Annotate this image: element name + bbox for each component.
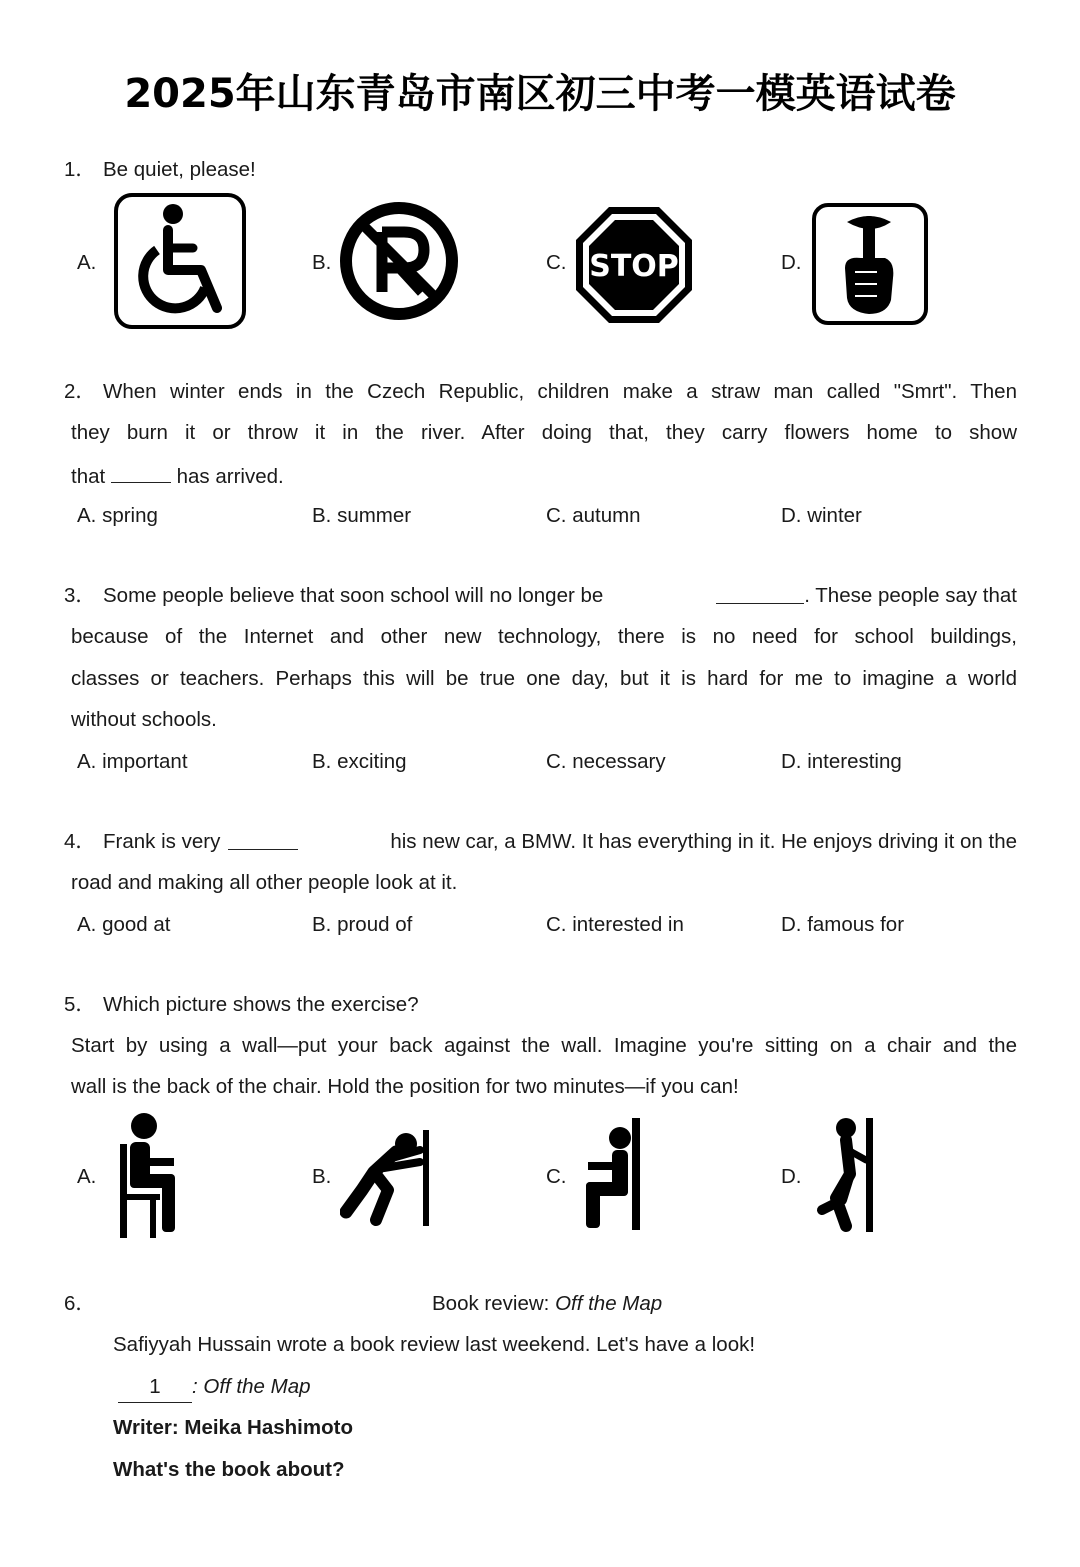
- q1-option-b-label[interactable]: B.: [312, 251, 332, 274]
- q1-option-d-label[interactable]: D.: [781, 251, 802, 274]
- q2-option-d[interactable]: D. winter: [781, 504, 862, 527]
- q6-heading-title: Off the Map: [555, 1292, 663, 1315]
- q1-option-a-label[interactable]: A.: [77, 251, 97, 274]
- q3-option-a[interactable]: A. important: [77, 750, 188, 773]
- q2-answer-blank[interactable]: [111, 460, 171, 483]
- q6-answer-blank-1[interactable]: 1: [118, 1372, 192, 1403]
- q2-number: 2．: [64, 380, 96, 403]
- q1-stem: Be quiet, please!: [103, 158, 256, 181]
- q6-intro: Safiyyah Hussain wrote a book review last weekend. Let's have a look!: [113, 1333, 756, 1356]
- quiet-finger-lips-icon[interactable]: [811, 202, 929, 326]
- no-parking-icon[interactable]: [338, 200, 460, 322]
- q3-line-4: without schools.: [71, 708, 217, 731]
- q3-line-1-pre: Some people believe that soon school will no longer be: [103, 584, 604, 607]
- q4-option-d[interactable]: D. famous for: [781, 913, 905, 936]
- q2-option-a[interactable]: A. spring: [77, 504, 158, 527]
- q2-line-1: When winter ends in the Czech Republic, children make a straw man called "Smrt". Then: [103, 380, 1017, 403]
- person-sitting-chair-icon[interactable]: [112, 1110, 182, 1242]
- q3-option-d[interactable]: D. interesting: [781, 750, 902, 773]
- person-pushing-wall-icon[interactable]: [340, 1128, 432, 1228]
- q3-answer-blank[interactable]: [716, 581, 804, 604]
- q5-option-c-label[interactable]: C.: [546, 1165, 567, 1188]
- q6-blank-after: : Off the Map: [192, 1375, 311, 1398]
- q4-answer-blank[interactable]: [228, 827, 298, 850]
- q2-line-3-pre: that: [71, 465, 106, 488]
- q5-line-1: Start by using a wall—put your back against the wall. Imagine you're sitting on a chair and the: [71, 1034, 1017, 1057]
- q3-option-b[interactable]: B. exciting: [312, 750, 407, 773]
- page-title: 2025年山东青岛市南区初三中考一模英语试卷: [124, 71, 956, 117]
- q3-line-3: classes or teachers. Perhaps this will be true one day, but it is hard for me to imagine a world: [71, 667, 1017, 690]
- q6-heading-pre: Book review:: [432, 1292, 556, 1315]
- q5-line-2: wall is the back of the chair. Hold the position for two minutes—if you can!: [71, 1075, 739, 1098]
- q2-option-b[interactable]: B. summer: [312, 504, 412, 527]
- q4-line-1: [103, 827, 1017, 857]
- q4-number: 4．: [64, 830, 96, 853]
- q3-number: 3．: [64, 584, 96, 607]
- q6-blank-line: [118, 1372, 311, 1403]
- q6-about-heading: What's the book about?: [113, 1458, 345, 1481]
- q6-heading: [432, 1289, 662, 1319]
- q4-option-b[interactable]: B. proud of: [312, 913, 413, 936]
- q4-line-1-pre: Frank is very: [103, 830, 221, 853]
- q6-writer: Writer: Meika Hashimoto: [113, 1416, 353, 1439]
- q3-line-2: because of the Internet and other new technology, there is no need for school buildings,: [71, 625, 1017, 648]
- wheelchair-icon[interactable]: [113, 192, 247, 330]
- q3-line-1: [103, 581, 1017, 611]
- q2-line-2: they burn it or throw it in the river. After doing that, they carry flowers home to show: [71, 421, 1017, 444]
- q2-option-c[interactable]: C. autumn: [546, 504, 641, 527]
- q2-line-3-post: has arrived.: [176, 465, 284, 488]
- q4-option-c[interactable]: C. interested in: [546, 913, 684, 936]
- q2-line-3: [71, 460, 284, 492]
- person-leaning-wall-icon[interactable]: [812, 1116, 878, 1234]
- q3-line-1-post: . These people say that: [804, 584, 1017, 607]
- q4-line-1-post: his new car, a BMW. It has everything in it. He enjoys driving it on the: [390, 830, 1017, 853]
- stop-sign-icon[interactable]: [573, 204, 695, 326]
- q5-option-d-label[interactable]: D.: [781, 1165, 802, 1188]
- q4-option-a[interactable]: A. good at: [77, 913, 171, 936]
- person-wall-sit-icon[interactable]: [580, 1116, 644, 1232]
- stop-sign-text: STOP: [589, 249, 679, 284]
- q4-line-2: road and making all other people look at it.: [71, 871, 458, 894]
- q5-option-b-label[interactable]: B.: [312, 1165, 332, 1188]
- q5-stem: Which picture shows the exercise?: [103, 993, 419, 1016]
- q5-number: 5．: [64, 993, 96, 1016]
- q6-number: 6．: [64, 1292, 96, 1315]
- q5-option-a-label[interactable]: A.: [77, 1165, 97, 1188]
- q1-option-c-label[interactable]: C.: [546, 251, 567, 274]
- q1-number: 1．: [64, 158, 96, 181]
- q3-option-c[interactable]: C. necessary: [546, 750, 666, 773]
